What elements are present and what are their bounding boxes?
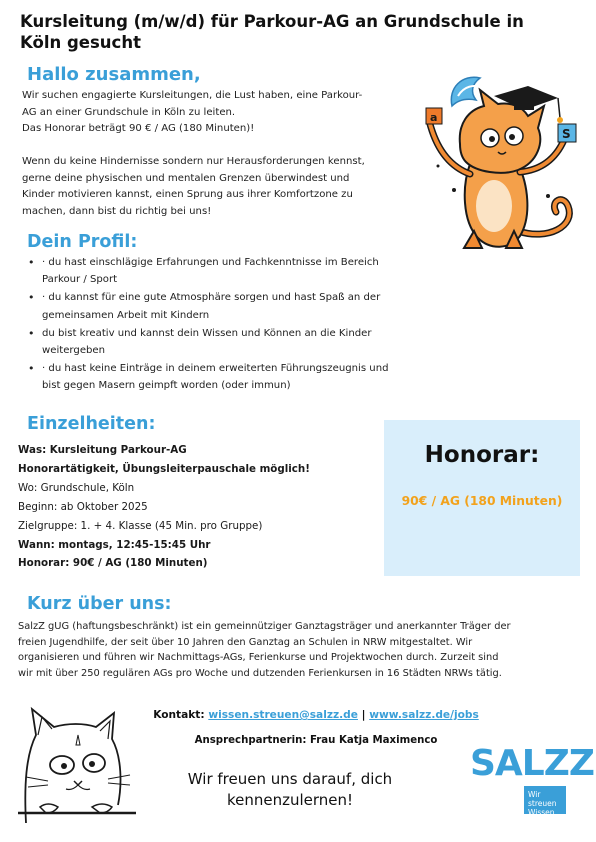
honorar-box-heading: Honorar: [424,442,540,468]
detail-wann: Wann: montags, 12:45-15:45 Uhr [18,538,211,551]
svg-text:a: a [430,111,438,124]
contact-line [96,709,536,721]
detail-was: Was: Kursleitung Parkour-AG [18,444,187,456]
detail-honorartaetigkeit: Honorartätigkeit, Übungsleiterpauschale möglich! [18,462,310,475]
honorar-box [384,420,580,576]
details-heading: Einzelheiten: [27,414,156,434]
cat-with-graduation-cap-illustration [418,66,590,256]
about-paragraph [18,619,578,681]
logo-text: SALZZ [470,743,594,784]
peeking-cat-sketch-illustration [18,705,136,827]
about-line: freien Jugendhilfe, der seit über 10 Jahren den Ganztag an Schulen in NRW mitgestaltet. Wir [18,636,473,648]
honorar-box-value: 90€ / AG (180 Minuten) [401,494,563,508]
contact-separator: | [357,709,370,721]
motivation-line: gerne deine physischen und mentalen Grenzen überwindest und [22,172,350,184]
detail-honorar: Honorar: 90€ / AG (180 Minuten) [18,557,208,570]
about-line: wir mit über 250 regulären AGs pro Woche und dutzenden Ferienkursen in 16 Städten NRWs tätig. [18,667,502,679]
profile-heading: Dein Profil: [27,232,138,252]
logo-tagline-line: Wissen [528,808,555,817]
profile-item: • · du hast keine Einträge in deinem erweiterten Führungszeugnis und bist gegen Masern geimpft worden (oder immun) [22,360,400,394]
intro-line: Das Honorar beträgt 90 € / AG (180 Minuten)! [22,123,255,135]
about-line: organisieren und führen wir Nachmittags-AGs, Ferienkurse und Projektwochen durch. Zurzeit sind [18,652,499,664]
detail-wo: Wo: Grundschule, Köln [18,481,135,494]
salzz-logo [470,742,594,818]
closing-line: kennenzulernen! [226,791,354,809]
contact-label: Kontakt: [153,709,205,721]
motivation-line: machen, dann bist du richtig bei uns! [22,205,212,217]
email-link[interactable]: wissen.streuen@salzz.de [208,709,358,721]
intro-line: Wir suchen engagierte Kursleitungen, die Lust haben, eine Parkour- [22,90,363,101]
profile-item: • · du kannst für eine gute Atmosphäre sorgen und hast Spaß an der gemeinsamen Arbeit mit Kindern [22,289,400,323]
closing-message [160,769,420,811]
intro-paragraph [22,88,402,138]
closing-line: Wir freuen uns darauf, dich [187,770,393,788]
detail-beginn: Beginn: ab Oktober 2025 [18,500,148,513]
logo-tagline [524,786,566,817]
greeting-heading: Hallo zusammen, [27,64,201,85]
motivation-line: Wenn du keine Hindernisse sondern nur Herausforderungen kennst, [22,156,365,167]
motivation-paragraph [22,154,402,220]
profile-list [22,254,400,396]
profile-item: • du bist kreativ und kannst dein Wissen und Können an die Kinder weitergeben [22,325,400,359]
intro-line: AG an einer Grundschule in Köln zu leiten. [22,106,236,118]
page-title: Kursleitung (m/w/d) für Parkour-AG an Grundschule in Köln gesucht [20,12,524,52]
motivation-line: Kinder motivieren kannst, einen Sprung aus ihrer Komfortzone zu [22,189,353,201]
logo-tagline-line: Wir streuen [528,790,557,808]
about-line: SalzZ gUG (haftungsbeschränkt) ist ein gemeinnütziger Ganztagsträger und anerkannter Träger der [18,621,511,632]
website-link[interactable]: www.salzz.de/jobs [369,709,479,721]
profile-item: • · du hast einschlägige Erfahrungen und Fachkenntnisse im Bereich Parkour / Sport [22,254,400,288]
detail-zielgruppe: Zielgruppe: 1. + 4. Klasse (45 Min. pro Gruppe) [18,519,263,532]
svg-text:S: S [562,127,571,141]
about-heading: Kurz über uns: [27,594,172,614]
details-block [18,441,378,573]
contact-person: Ansprechpartnerin: Frau Katja Maximenco [194,735,438,746]
